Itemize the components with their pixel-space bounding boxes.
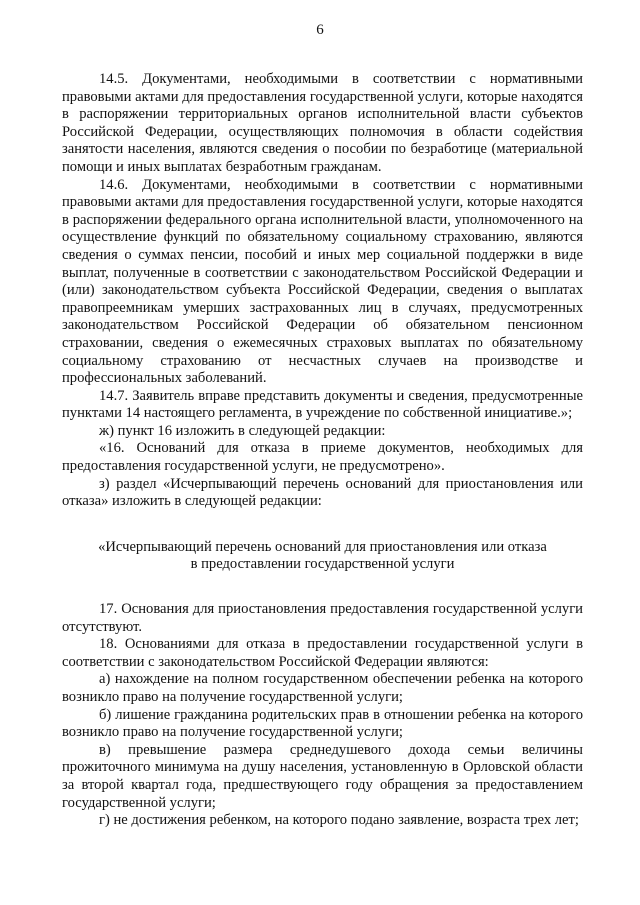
paragraph-item-zh: ж) пункт 16 изложить в следующей редакции:: [99, 422, 386, 439]
paragraph-18: 18. Основаниями для отказа в предоставлении государственной услуги в соответствии с законодательством Российской Федерации являются:: [62, 636, 583, 670]
section-heading-line-1: «Исчерпывающий перечень оснований для приостановления или отказа: [98, 538, 547, 555]
section-heading-line-2: в предоставлении государственной услуги: [190, 556, 455, 573]
paragraph-18-g: г) не достижения ребенком, на которого подано заявление, возраста трех лет;: [99, 812, 579, 829]
paragraph-14-6: 14.6. Документами, необходимыми в соответствии с нормативными правовыми актами для предоставления государственной услуги, которые находятся в распоряжении федерального органа исполнительной власти, уполномоченного на осуществление функций по обязательному социальному страхованию, являются сведения о суммах пенсии, пособий и иных мер социальной поддержки в виде выплат, полученные в соответствии с законодательством Российской Федерации и (или) законодательством субъекта Российской Федерации, сведения о выплатах правопреемникам умерших застрахованных лиц в случаях, предусмотренных законодательством Российской Федерации об обязательном пенсионном страховании, сведения о ежемесячных страховых выплатах по обязательному социальному страхованию от несчастных случаев на производстве и профессиональных заболеваний.: [62, 176, 583, 387]
section-heading: [62, 539, 583, 574]
paragraph-14-7: 14.7. Заявитель вправе представить документы и сведения, предусмотренные пунктами 14 настоящего регламента, в учреждение по собственной инициативе.»;: [62, 387, 583, 422]
paragraph-18-v: в) превышение размера среднедушевого дохода семьи величины прожиточного минимума на душу населения, установленную в Орловской области за второй квартал года, предшествующего году обращения за предоставлением государственной услуги;: [62, 741, 583, 811]
paragraph-item-z: з) раздел «Исчерпывающий перечень оснований для приостановления или отказа» изложить в следующей редакции:: [62, 475, 583, 510]
page-number: 6: [316, 22, 324, 38]
paragraph-18-b: б) лишение гражданина родительских прав в отношении ребенка на которого возникло право на получение государственной услуги;: [62, 706, 583, 741]
document-body: [62, 71, 583, 830]
paragraph-16: «16. Оснований для отказа в приеме документов, необходимых для предоставления государственной услуги, не предусмотрено».: [62, 440, 583, 475]
paragraph-17: 17. Основания для приостановления предоставления государственной услуги отсутствуют.: [62, 601, 583, 635]
paragraph-14-5: 14.5. Документами, необходимыми в соответствии с нормативными правовыми актами для предоставления государственной услуги, которые находятся в распоряжении территориальных органов исполнительной власти субъектов Российской Федерации, осуществляющих полномочия в области содействия занятости населения, являются сведения о пособии по безработице (материальной помощи и иных выплатах безработным гражданам.: [62, 71, 583, 175]
paragraph-18-a: а) нахождение на полном государственном обеспечении ребенка на которого возникло право на получение государственной услуги;: [62, 671, 583, 705]
